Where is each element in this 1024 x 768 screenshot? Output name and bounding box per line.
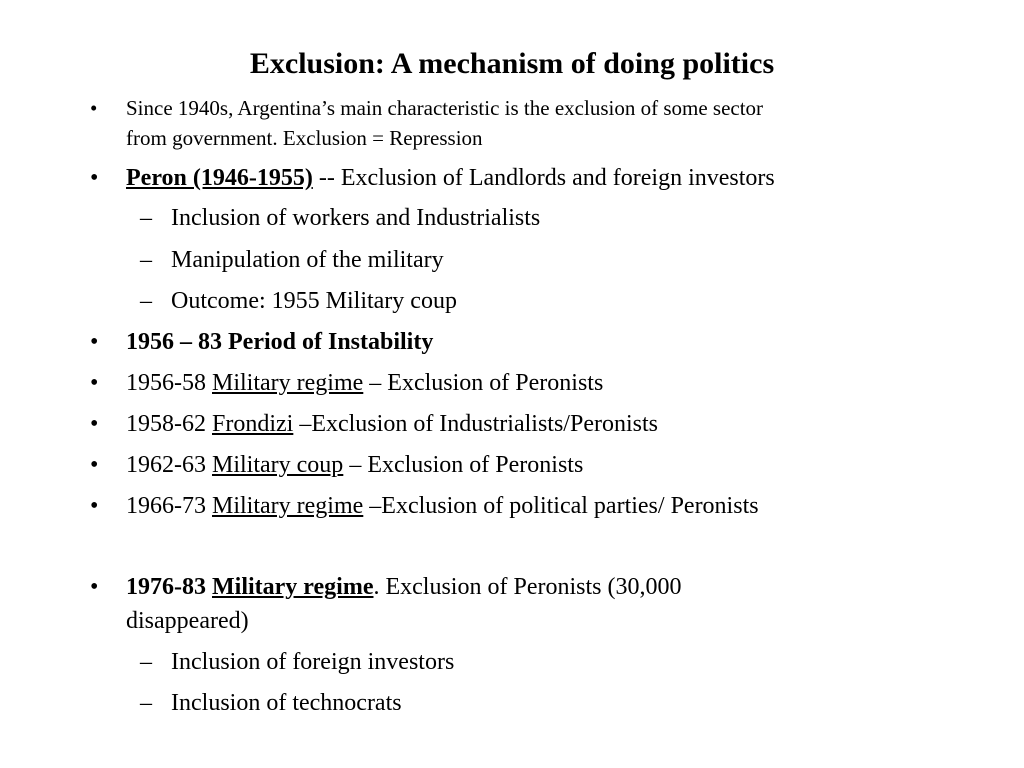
bullet-text: disappeared) (126, 608, 249, 634)
regime-name: Military regime (212, 493, 364, 519)
bullet-marker: • (90, 165, 99, 191)
dash-marker: – (140, 288, 152, 314)
bullet-heading: Peron (1946-1955) (126, 165, 313, 191)
regime-name: Military regime (212, 370, 364, 396)
bullet-rest: –Exclusion of political parties/ Peronists (363, 493, 759, 519)
bullet-marker: • (90, 574, 99, 600)
bullet-years: 1966-73 (126, 493, 212, 519)
sub-item-text: Inclusion of workers and Industrialists (171, 205, 541, 231)
bullet-marker: • (90, 96, 98, 120)
bullet-marker: • (90, 452, 99, 478)
sub-item-text: Outcome: 1955 Military coup (171, 288, 457, 314)
bullet-rest: –Exclusion of Industrialists/Peronists (293, 411, 658, 437)
sub-item-text: Inclusion of foreign investors (171, 649, 455, 675)
bullet-years: 1956-58 (126, 370, 212, 396)
bullet-text (126, 449, 583, 481)
bullet-text (126, 490, 759, 522)
bullet-rest: . Exclusion of Peronists (30,000 (373, 574, 682, 600)
bullet-years: 1958-62 (126, 411, 212, 437)
bullet-years: 1976-83 (126, 574, 212, 600)
sub-item-text: Inclusion of technocrats (171, 690, 402, 716)
bullet-rest: – Exclusion of Peronists (363, 370, 604, 396)
bullet-text: 1956 – 83 Period of Instability (126, 329, 434, 355)
bullet-years: 1962-63 (126, 452, 212, 478)
bullet-text: Since 1940s, Argentina’s main characteristic is the exclusion of some sector (126, 96, 764, 120)
regime-name: Military regime (212, 574, 374, 600)
sub-item-text: Manipulation of the military (171, 247, 444, 273)
bullet-text (126, 367, 603, 399)
dash-marker: – (140, 205, 152, 231)
bullet-text (126, 408, 658, 440)
bullet-text (126, 162, 775, 194)
dash-marker: – (140, 649, 152, 675)
dash-marker: – (140, 247, 152, 273)
bullet-text (126, 571, 681, 603)
slide-title: Exclusion: A mechanism of doing politics (249, 47, 775, 80)
bullet-rest: -- Exclusion of Landlords and foreign investors (312, 165, 775, 191)
bullet-marker: • (90, 411, 99, 437)
dash-marker: – (140, 690, 152, 716)
bullet-marker: • (90, 370, 99, 396)
regime-name: Military coup (212, 452, 344, 478)
bullet-text: from government. Exclusion = Repression (126, 126, 483, 150)
bullet-marker: • (90, 329, 99, 355)
bullet-rest: – Exclusion of Peronists (343, 452, 584, 478)
regime-name: Frondizi (212, 411, 294, 437)
bullet-marker: • (90, 493, 99, 519)
